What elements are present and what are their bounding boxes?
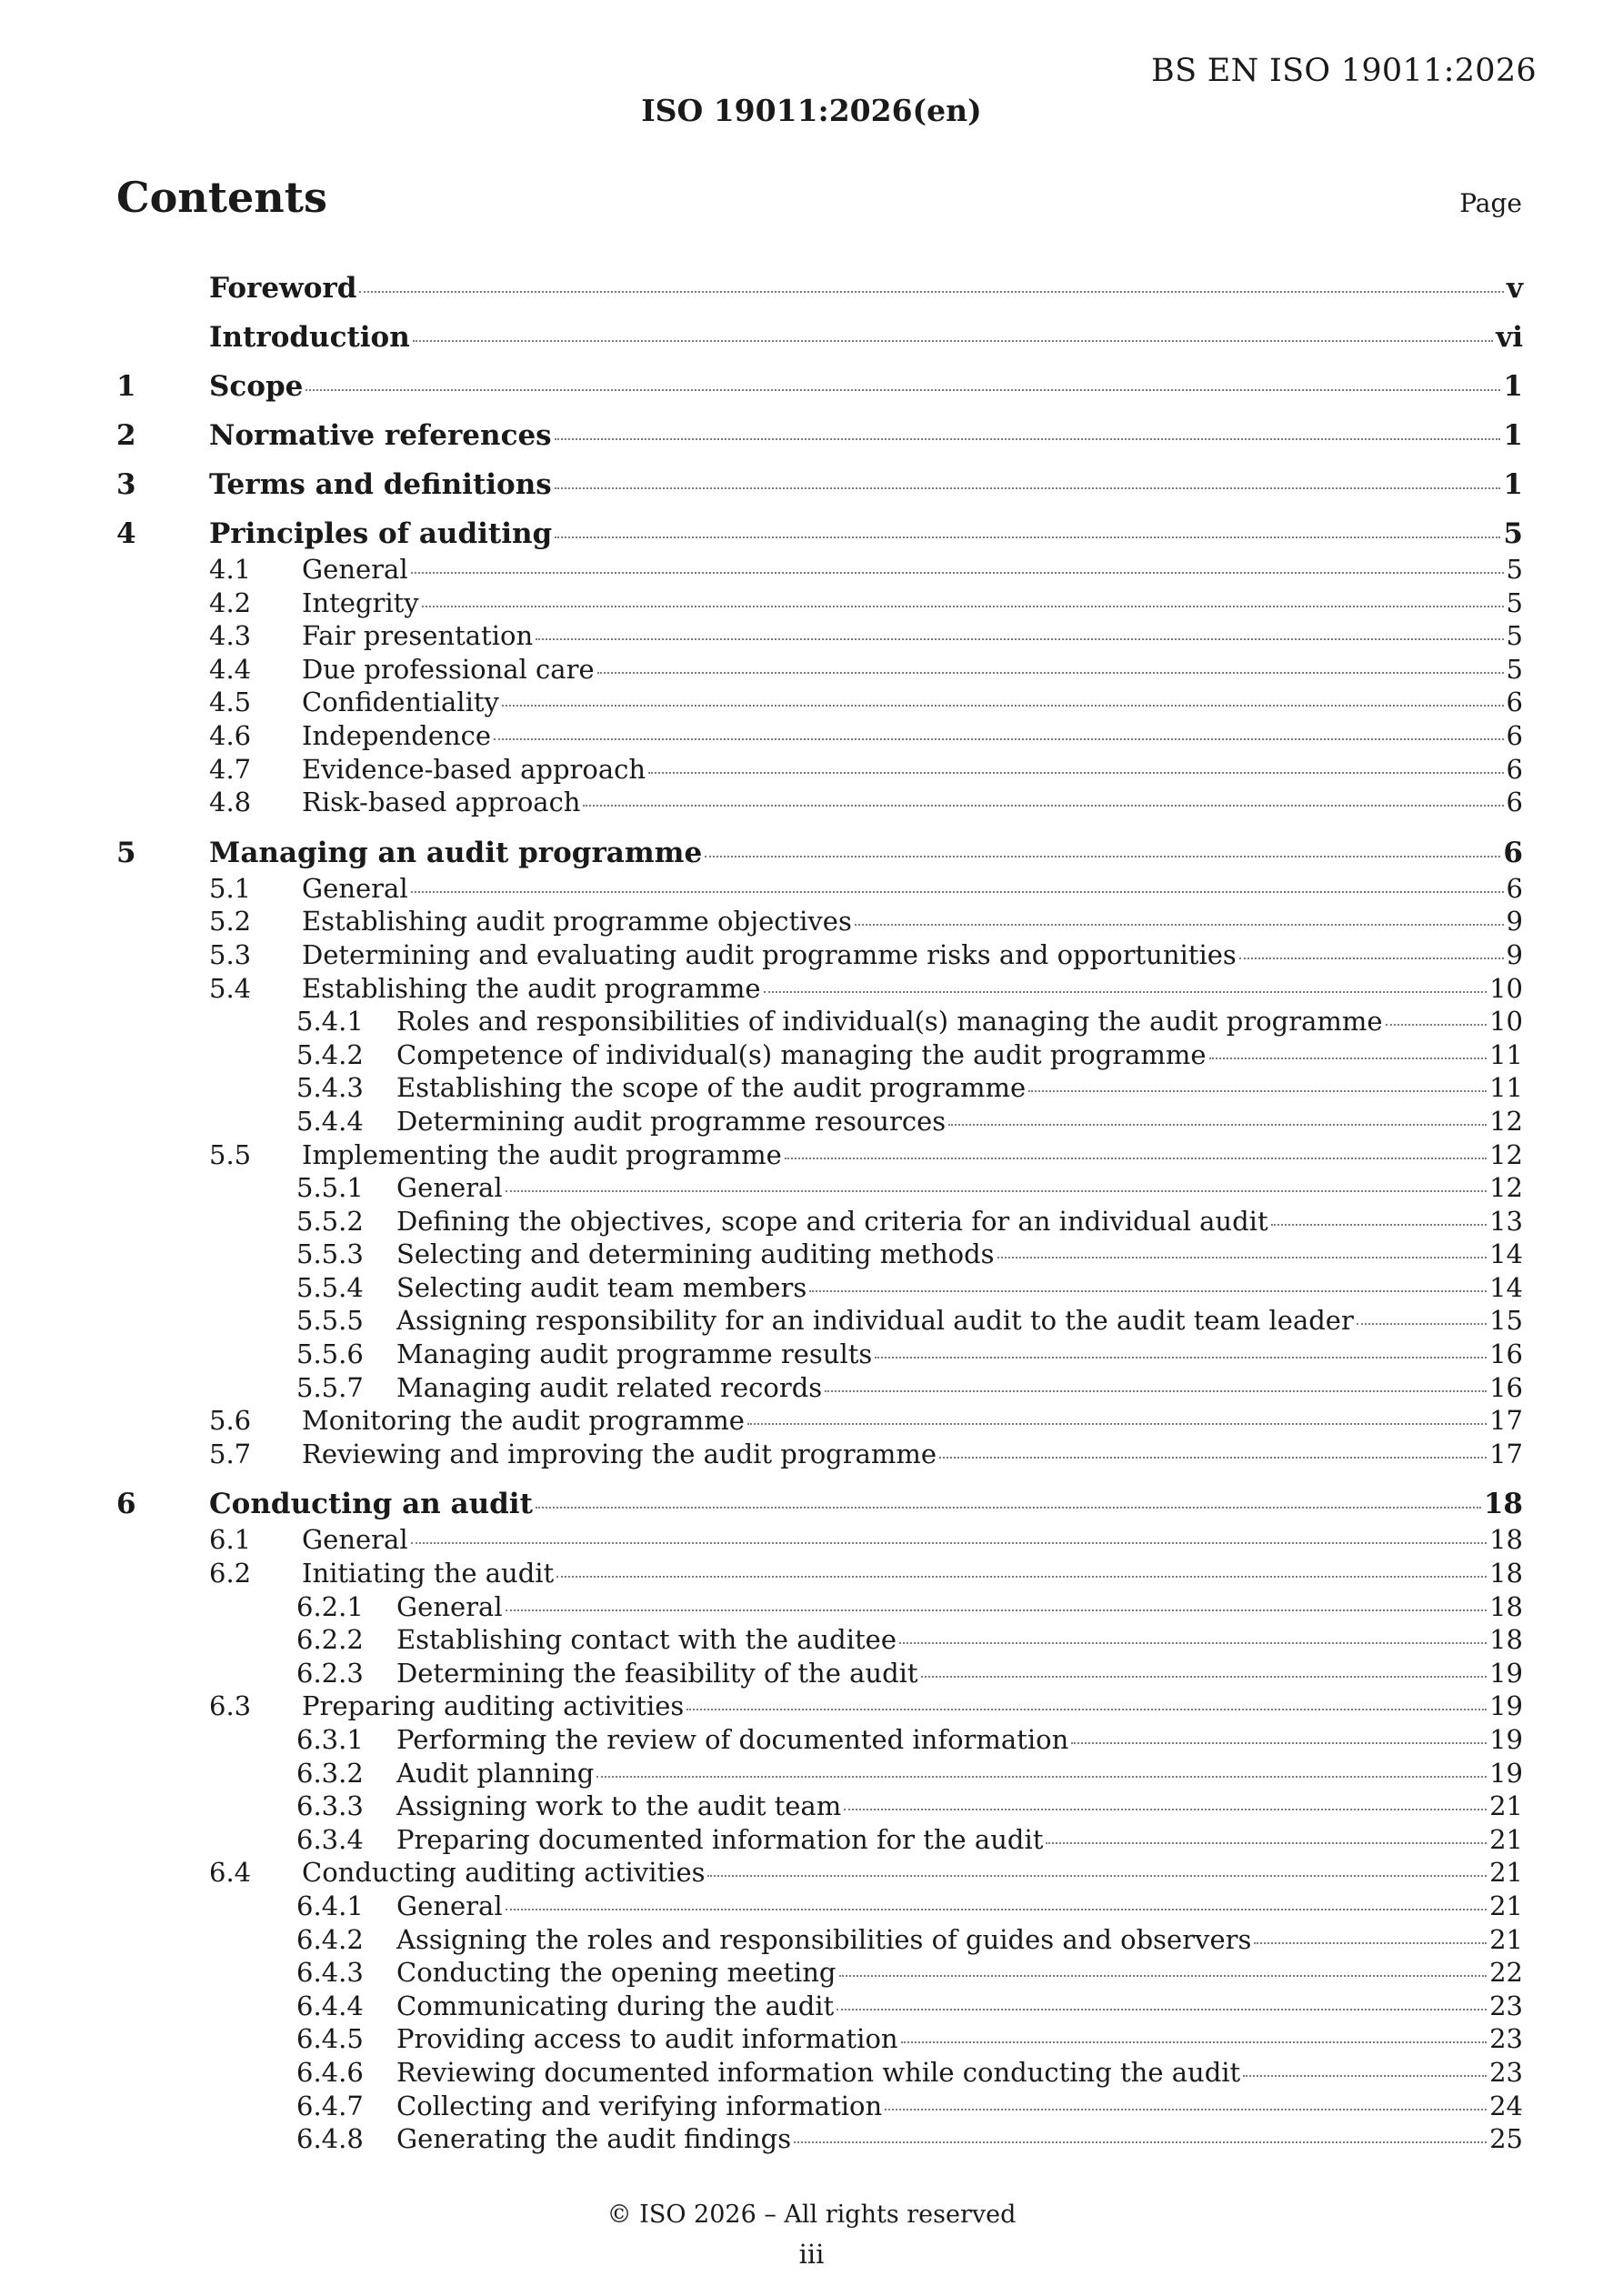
toc-entry-number: 4.5 xyxy=(209,687,252,718)
toc-entry-number: 6.2.3 xyxy=(296,1657,364,1689)
toc-entry-page: 6 xyxy=(1503,836,1523,869)
toc-entry-page: 15 xyxy=(1489,1305,1523,1337)
dot-leader xyxy=(413,340,1493,342)
toc-entry[interactable] xyxy=(116,1890,1523,1923)
toc-entry-page: v xyxy=(1506,272,1523,305)
toc-entry-page: 16 xyxy=(1489,1338,1523,1370)
toc-entry-number: 5.4.4 xyxy=(296,1105,364,1137)
toc-entry-page: 18 xyxy=(1489,1558,1523,1589)
toc-entry[interactable] xyxy=(116,1338,1523,1371)
dot-leader xyxy=(686,1709,1487,1710)
toc-entry-number: 5.4.1 xyxy=(296,1006,364,1038)
toc-entry-page: 5 xyxy=(1506,620,1523,652)
toc-entry-page: 17 xyxy=(1489,1438,1523,1469)
toc-entry-number: 4.3 xyxy=(209,620,252,652)
toc-entry[interactable] xyxy=(116,460,1523,509)
dot-leader xyxy=(555,536,1500,538)
toc-entry-number: 5.1 xyxy=(209,872,252,904)
toc-entry-page: 5 xyxy=(1506,587,1523,618)
toc-entry-page: 23 xyxy=(1489,1990,1523,2021)
toc-entry-number: 6.4.8 xyxy=(296,2123,364,2155)
toc-entry-page: 21 xyxy=(1489,1890,1523,1921)
toc-entry[interactable] xyxy=(116,619,1523,653)
toc-entry[interactable] xyxy=(116,1790,1523,1823)
dot-leader xyxy=(596,1776,1487,1778)
dot-leader xyxy=(536,1507,1481,1509)
toc-entry-number: 2 xyxy=(116,419,136,452)
toc-entry-number: 5 xyxy=(116,836,136,869)
toc-entry-page: 21 xyxy=(1489,1823,1523,1855)
toc-entry-title: Normative references xyxy=(209,419,552,452)
table-of-contents xyxy=(116,264,1523,2156)
toc-entry[interactable] xyxy=(116,786,1523,819)
toc-entry-page: 11 xyxy=(1489,1072,1523,1104)
dot-leader xyxy=(855,924,1504,926)
toc-entry-page: 1 xyxy=(1503,370,1523,403)
dot-leader xyxy=(1071,1742,1487,1744)
dot-leader xyxy=(899,1642,1487,1644)
toc-entry-number: 5.5.6 xyxy=(296,1338,364,1370)
dot-leader xyxy=(1386,1024,1488,1026)
toc-entry-number: 4.6 xyxy=(209,719,252,751)
toc-entry-number: 6.4.4 xyxy=(296,1990,364,2021)
toc-entry[interactable] xyxy=(116,653,1523,687)
toc-entry[interactable] xyxy=(116,264,1523,313)
toc-entry-title: Preparing auditing activities xyxy=(302,1690,685,1722)
toc-entry-title: Defining the objectives, scope and criteria for an individual audit xyxy=(396,1205,1268,1237)
dot-leader xyxy=(306,389,1500,391)
dot-leader xyxy=(597,672,1504,674)
toc-entry-title: Assigning work to the audit team xyxy=(396,1790,842,1822)
toc-entry-number: 5.7 xyxy=(209,1438,252,1469)
toc-entry-title: Communicating during the audit xyxy=(396,1990,835,2021)
toc-entry-number: 4.1 xyxy=(209,554,252,585)
toc-entry-title: Collecting and verifying information xyxy=(396,2090,883,2121)
dot-leader xyxy=(556,1576,1487,1578)
toc-entry-title: Providing access to audit information xyxy=(396,2023,898,2055)
toc-entry-page: 12 xyxy=(1489,1172,1523,1204)
toc-entry[interactable] xyxy=(116,1404,1523,1438)
dot-leader xyxy=(921,1676,1488,1678)
toc-entry-page: 18 xyxy=(1489,1624,1523,1656)
toc-entry-title: Selecting audit team members xyxy=(396,1271,807,1303)
toc-entry-number: 5.4 xyxy=(209,972,252,1004)
toc-entry-title: Conducting an audit xyxy=(209,1488,533,1521)
toc-entry-title: General xyxy=(396,1172,503,1204)
toc-entry[interactable] xyxy=(116,1823,1523,1857)
toc-entry-title: Roles and responsibilities of individual(s) managing the audit programme xyxy=(396,1006,1383,1038)
dot-leader xyxy=(948,1124,1487,1126)
toc-entry-page: 10 xyxy=(1489,972,1523,1004)
dot-leader xyxy=(506,1609,1487,1611)
dot-leader xyxy=(648,772,1503,774)
toc-entry-page: 9 xyxy=(1506,938,1523,970)
toc-entry-number: 5.5.4 xyxy=(296,1271,364,1303)
toc-entry-number: 4.7 xyxy=(209,753,252,785)
toc-entry-page: 19 xyxy=(1489,1690,1523,1722)
toc-entry-title: Conducting auditing activities xyxy=(302,1857,706,1889)
toc-entry-page: 12 xyxy=(1489,1105,1523,1137)
toc-entry-page: 19 xyxy=(1489,1657,1523,1689)
dot-leader xyxy=(1028,1090,1487,1092)
toc-entry-number: 6.1 xyxy=(209,1524,252,1556)
toc-entry[interactable] xyxy=(116,362,1523,411)
toc-entry-title: Implementing the audit programme xyxy=(302,1138,782,1170)
toc-entry-number: 6.4 xyxy=(209,1857,252,1889)
dot-leader xyxy=(555,438,1501,440)
dot-leader xyxy=(809,1290,1487,1292)
toc-entry[interactable] xyxy=(116,2122,1523,2156)
toc-entry-title: General xyxy=(396,1890,503,1921)
toc-entry-title: Determining audit programme resources xyxy=(396,1105,947,1137)
toc-entry-title: Independence xyxy=(302,719,492,751)
toc-entry-title: Competence of individual(s) managing the audit programme xyxy=(396,1038,1207,1070)
toc-entry[interactable] xyxy=(116,719,1523,753)
toc-entry[interactable] xyxy=(116,1757,1523,1790)
dot-leader xyxy=(705,856,1500,857)
toc-entry-page: 6 xyxy=(1506,872,1523,904)
toc-entry-number: 6.3.2 xyxy=(296,1757,364,1789)
toc-entry-page: 11 xyxy=(1489,1038,1523,1070)
toc-entry-title: General xyxy=(396,1590,503,1622)
toc-entry-number: 5.5 xyxy=(209,1138,252,1170)
toc-entry-number: 6.4.5 xyxy=(296,2023,364,2055)
toc-entry-page: 18 xyxy=(1489,1590,1523,1622)
document-reference: ISO 19011:2026(en) xyxy=(641,93,982,128)
dot-leader xyxy=(1209,1058,1488,1059)
toc-entry-title: Initiating the audit xyxy=(302,1558,555,1589)
toc-entry-title: General xyxy=(302,554,408,585)
toc-entry-page: 23 xyxy=(1489,2056,1523,2088)
toc-entry-number: 4.2 xyxy=(209,587,252,618)
toc-entry[interactable] xyxy=(116,509,1523,558)
toc-entry[interactable] xyxy=(116,1138,1523,1172)
toc-entry-title: Terms and definitions xyxy=(209,468,552,501)
dot-leader xyxy=(839,1975,1488,1977)
toc-entry[interactable] xyxy=(116,1071,1523,1105)
dot-leader xyxy=(825,1390,1487,1392)
toc-entry-page: 24 xyxy=(1489,2090,1523,2121)
toc-entry[interactable] xyxy=(116,1990,1523,2023)
dot-leader xyxy=(747,1423,1487,1425)
toc-entry-number: 5.5.7 xyxy=(296,1371,364,1403)
toc-entry-title: Assigning responsibility for an individual audit to the audit team leader xyxy=(396,1305,1354,1337)
toc-entry-number: 1 xyxy=(116,370,136,403)
toc-entry-title: Establishing the scope of the audit programme xyxy=(396,1072,1027,1104)
toc-entry-title: Establishing audit programme objectives xyxy=(302,906,852,937)
toc-entry-title: Foreword xyxy=(209,272,357,305)
dot-leader xyxy=(1271,1224,1487,1226)
toc-entry-title: Determining the feasibility of the audit xyxy=(396,1657,918,1689)
toc-entry-title: Managing an audit programme xyxy=(209,836,703,869)
toc-entry[interactable] xyxy=(116,1038,1523,1072)
dot-leader xyxy=(583,805,1503,807)
toc-entry-number: 4 xyxy=(116,517,136,550)
dot-leader xyxy=(555,487,1501,489)
toc-entry[interactable] xyxy=(116,905,1523,938)
toc-entry-title: Performing the review of documented information xyxy=(396,1724,1069,1755)
toc-entry-number: 6.4.2 xyxy=(296,1923,364,1955)
dot-leader xyxy=(411,1542,1487,1544)
toc-entry-number: 6.4.7 xyxy=(296,2090,364,2121)
page-column-label: Page xyxy=(1459,188,1522,218)
toc-entry-number: 6.3 xyxy=(209,1690,252,1722)
toc-entry-title: Establishing the audit programme xyxy=(302,972,761,1004)
toc-entry[interactable] xyxy=(116,753,1523,787)
dot-leader xyxy=(1046,1842,1487,1844)
toc-entry[interactable] xyxy=(116,938,1523,972)
toc-entry-page: 17 xyxy=(1489,1405,1523,1437)
toc-entry[interactable] xyxy=(116,1438,1523,1471)
toc-entry-number: 5.2 xyxy=(209,906,252,937)
toc-entry[interactable] xyxy=(116,1304,1523,1338)
dot-leader xyxy=(939,1457,1487,1459)
toc-entry-title: Reviewing documented information while conducting the audit xyxy=(396,2056,1241,2088)
toc-entry-title: General xyxy=(302,872,408,904)
dot-leader xyxy=(1243,2075,1487,2077)
toc-entry-title: Reviewing and improving the audit programme xyxy=(302,1438,937,1469)
toc-entry-title: Fair presentation xyxy=(302,620,534,652)
dot-leader xyxy=(359,291,1504,293)
toc-entry-page: 18 xyxy=(1489,1524,1523,1556)
toc-entry[interactable] xyxy=(116,1856,1523,1890)
toc-entry-number: 6.2 xyxy=(209,1558,252,1589)
toc-entry[interactable] xyxy=(116,1205,1523,1238)
toc-entry-page: vi xyxy=(1496,321,1523,354)
toc-entry-page: 21 xyxy=(1489,1923,1523,1955)
toc-entry[interactable] xyxy=(116,1956,1523,1990)
toc-entry-number: 5.5.5 xyxy=(296,1305,364,1337)
toc-entry-page: 5 xyxy=(1503,517,1523,550)
toc-entry-number: 6.3.3 xyxy=(296,1790,364,1822)
toc-entry-title: Confidentiality xyxy=(302,687,499,718)
toc-entry-page: 14 xyxy=(1489,1271,1523,1303)
toc-entry[interactable] xyxy=(116,1557,1523,1590)
dot-leader xyxy=(901,2041,1488,2043)
dot-leader xyxy=(536,638,1503,640)
toc-entry[interactable] xyxy=(116,2056,1523,2090)
toc-entry-number: 5.5.3 xyxy=(296,1238,364,1270)
toc-entry-page: 6 xyxy=(1506,787,1523,818)
toc-entry-title: Determining and evaluating audit programme risks and opportunities xyxy=(302,938,1237,970)
toc-entry-title: Principles of auditing xyxy=(209,517,553,550)
toc-entry-number: 6.2.2 xyxy=(296,1624,364,1656)
dot-leader xyxy=(411,572,1504,574)
toc-entry-number: 6 xyxy=(116,1488,136,1521)
toc-entry[interactable] xyxy=(116,1523,1523,1557)
toc-entry[interactable] xyxy=(116,2090,1523,2123)
toc-entry-number: 5.4.3 xyxy=(296,1072,364,1104)
toc-entry[interactable] xyxy=(116,2022,1523,2056)
toc-entry-number: 6.4.3 xyxy=(296,1957,364,1989)
toc-entry-page: 5 xyxy=(1506,554,1523,585)
toc-entry-number: 6.4.1 xyxy=(296,1890,364,1921)
toc-entry-page: 19 xyxy=(1489,1757,1523,1789)
dot-leader xyxy=(1357,1323,1487,1325)
dot-leader xyxy=(844,1809,1487,1810)
toc-entry[interactable] xyxy=(116,411,1523,460)
toc-entry-page: 1 xyxy=(1503,419,1523,452)
dot-leader xyxy=(506,1190,1487,1192)
toc-entry-number: 3 xyxy=(116,468,136,501)
toc-entry-title: Conducting the opening meeting xyxy=(396,1957,837,1989)
toc-entry[interactable] xyxy=(116,1657,1523,1690)
toc-entry-page: 9 xyxy=(1506,906,1523,937)
toc-entry[interactable] xyxy=(116,1238,1523,1271)
dot-leader xyxy=(785,1158,1487,1159)
toc-entry[interactable] xyxy=(116,1271,1523,1305)
toc-entry-page: 6 xyxy=(1506,687,1523,718)
toc-entry[interactable] xyxy=(116,1723,1523,1757)
toc-entry-title: Establishing contact with the auditee xyxy=(396,1624,897,1656)
dot-leader xyxy=(494,738,1503,740)
toc-entry-title: Scope xyxy=(209,370,304,403)
toc-entry[interactable] xyxy=(116,587,1523,620)
dot-leader xyxy=(837,2009,1487,2010)
toc-entry-title: Risk-based approach xyxy=(302,787,581,818)
dot-leader xyxy=(502,705,1504,707)
toc-entry-title: Due professional care xyxy=(302,653,595,685)
dot-leader xyxy=(1239,958,1504,959)
toc-entry[interactable] xyxy=(116,313,1523,362)
dot-leader xyxy=(707,1875,1487,1877)
toc-entry-title: Integrity xyxy=(302,587,419,618)
toc-entry-page: 14 xyxy=(1489,1238,1523,1270)
toc-entry[interactable] xyxy=(116,972,1523,1006)
toc-entry[interactable] xyxy=(116,872,1523,906)
toc-entry-title: Evidence-based approach xyxy=(302,753,646,785)
standard-reference: BS EN ISO 19011:2026 xyxy=(1151,53,1537,89)
toc-entry[interactable] xyxy=(116,1479,1523,1529)
toc-entry[interactable] xyxy=(116,1623,1523,1657)
toc-entry-page: 1 xyxy=(1503,468,1523,501)
toc-entry-number: 4.8 xyxy=(209,787,252,818)
dot-leader xyxy=(506,1909,1487,1910)
toc-entry-number: 4.4 xyxy=(209,653,252,685)
toc-entry-title: Managing audit related records xyxy=(396,1371,823,1403)
toc-entry-number: 5.3 xyxy=(209,938,252,970)
toc-entry[interactable] xyxy=(116,1005,1523,1038)
toc-entry-page: 6 xyxy=(1506,719,1523,751)
toc-entry-number: 5.5.2 xyxy=(296,1205,364,1237)
toc-entry-title: Assigning the roles and responsibilities of guides and observers xyxy=(396,1923,1252,1955)
toc-entry-title: Preparing documented information for the audit xyxy=(396,1823,1044,1855)
toc-entry-number: 5.4.2 xyxy=(296,1038,364,1070)
toc-entry[interactable] xyxy=(116,1105,1523,1138)
toc-entry-number: 6.3.1 xyxy=(296,1724,364,1755)
toc-entry-page: 22 xyxy=(1489,1957,1523,1989)
toc-entry-number: 6.3.4 xyxy=(296,1823,364,1855)
toc-entry[interactable] xyxy=(116,828,1523,877)
toc-entry-page: 5 xyxy=(1506,653,1523,685)
dot-leader xyxy=(794,2141,1487,2143)
toc-entry[interactable] xyxy=(116,1171,1523,1205)
toc-entry-page: 6 xyxy=(1506,753,1523,785)
toc-entry-title: Introduction xyxy=(209,321,410,354)
toc-entry-page: 10 xyxy=(1489,1006,1523,1038)
toc-entry[interactable] xyxy=(116,1689,1523,1723)
dot-leader xyxy=(875,1357,1487,1359)
dot-leader xyxy=(885,2109,1487,2111)
toc-entry-number: 5.5.1 xyxy=(296,1172,364,1204)
toc-entry[interactable] xyxy=(116,553,1523,587)
toc-entry-page: 16 xyxy=(1489,1371,1523,1403)
toc-entry-page: 21 xyxy=(1489,1857,1523,1889)
toc-entry-title: Selecting and determining auditing methods xyxy=(396,1238,995,1270)
toc-entry-page: 13 xyxy=(1489,1205,1523,1237)
toc-entry-page: 18 xyxy=(1483,1488,1523,1521)
copyright-notice: © ISO 2026 – All rights reserved xyxy=(606,2201,1017,2229)
toc-entry[interactable] xyxy=(116,1590,1523,1624)
toc-entry-number: 6.4.6 xyxy=(296,2056,364,2088)
dot-leader xyxy=(997,1257,1488,1258)
toc-entry[interactable] xyxy=(116,1923,1523,1957)
dot-leader xyxy=(422,606,1504,607)
dot-leader xyxy=(411,891,1504,893)
toc-entry-title: General xyxy=(302,1524,408,1556)
page-title: Contents xyxy=(116,173,327,222)
toc-entry-page: 23 xyxy=(1489,2023,1523,2055)
toc-entry-title: Generating the audit findings xyxy=(396,2123,792,2155)
toc-entry-number: 6.2.1 xyxy=(296,1590,364,1622)
toc-entry-title: Monitoring the audit programme xyxy=(302,1405,745,1437)
page-number: iii xyxy=(798,2239,825,2270)
toc-entry-number: 5.6 xyxy=(209,1405,252,1437)
dot-leader xyxy=(764,991,1488,993)
toc-entry-page: 25 xyxy=(1489,2123,1523,2155)
dot-leader xyxy=(1254,1942,1487,1944)
toc-entry-title: Managing audit programme results xyxy=(396,1338,873,1370)
toc-entry-page: 19 xyxy=(1489,1724,1523,1755)
toc-entry-title: Audit planning xyxy=(396,1757,595,1789)
toc-entry[interactable] xyxy=(116,1371,1523,1405)
toc-entry[interactable] xyxy=(116,686,1523,719)
toc-entry-page: 12 xyxy=(1489,1138,1523,1170)
toc-entry-page: 21 xyxy=(1489,1790,1523,1822)
